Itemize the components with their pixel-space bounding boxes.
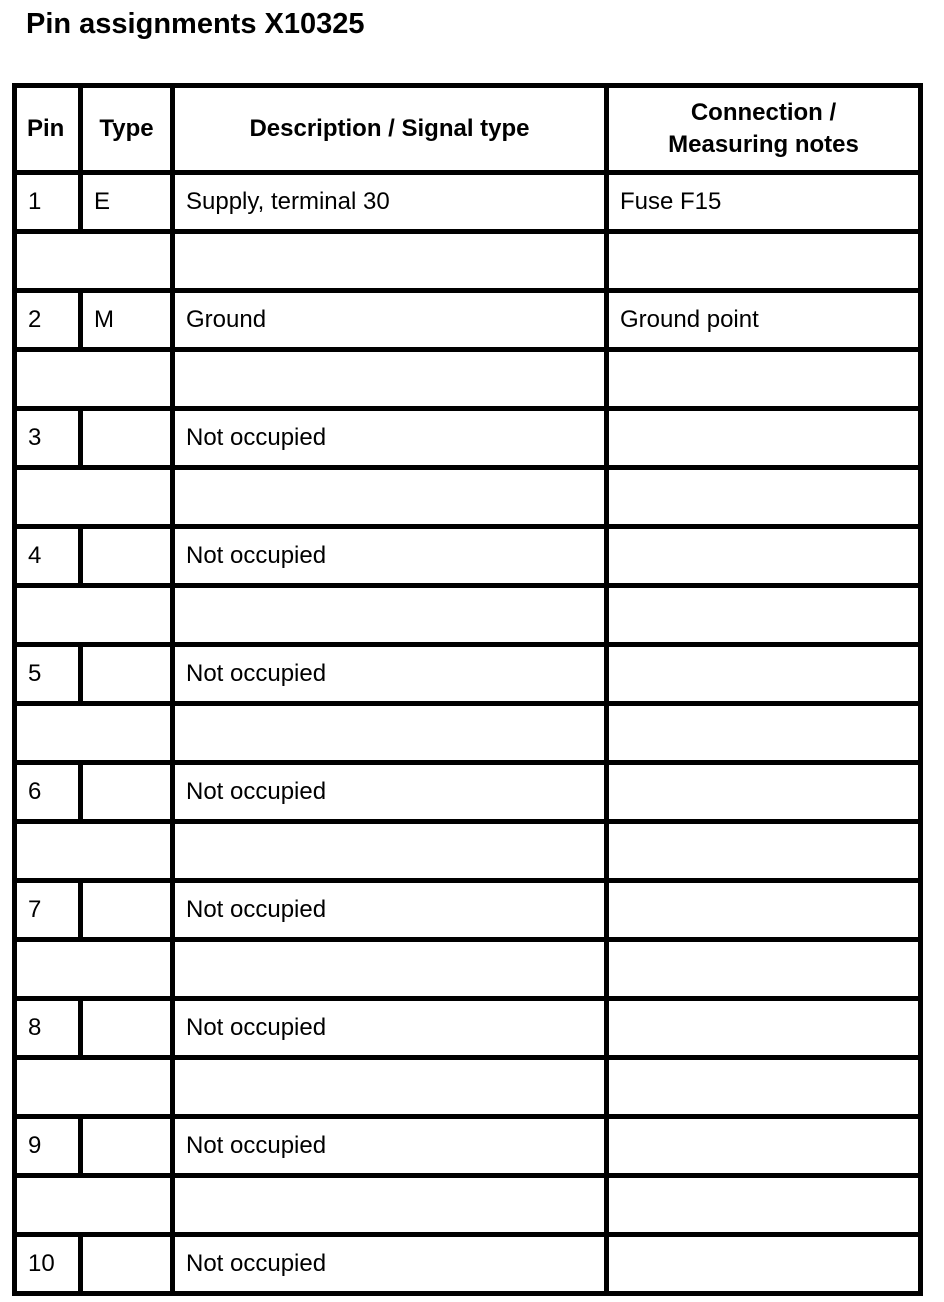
- cell-connection: [607, 645, 921, 704]
- spacer-cell-pin-type: [15, 1176, 173, 1235]
- cell-pin: 6: [15, 763, 81, 822]
- cell-description: Not occupied: [173, 1117, 607, 1176]
- spacer-cell-description: [173, 350, 607, 409]
- cell-type: [81, 1117, 173, 1176]
- table-row: [15, 881, 921, 940]
- cell-pin: 1: [15, 173, 81, 232]
- table-body: [15, 173, 921, 1294]
- cell-description: Ground: [173, 291, 607, 350]
- table-row: [15, 173, 921, 232]
- cell-type: [81, 1235, 173, 1294]
- cell-connection: [607, 1235, 921, 1294]
- cell-connection: [607, 527, 921, 586]
- spacer-row: [15, 704, 921, 763]
- spacer-cell-pin-type: [15, 232, 173, 291]
- spacer-cell-connection: [607, 232, 921, 291]
- cell-description: Not occupied: [173, 1235, 607, 1294]
- cell-type: [81, 409, 173, 468]
- cell-type: E: [81, 173, 173, 232]
- table-row: [15, 999, 921, 1058]
- cell-description: Not occupied: [173, 999, 607, 1058]
- table-row: [15, 1117, 921, 1176]
- table-row: [15, 291, 921, 350]
- cell-description: Not occupied: [173, 527, 607, 586]
- cell-connection: [607, 999, 921, 1058]
- cell-type: [81, 527, 173, 586]
- spacer-cell-connection: [607, 1176, 921, 1235]
- table-row: [15, 527, 921, 586]
- table-row: [15, 645, 921, 704]
- cell-description: Not occupied: [173, 645, 607, 704]
- spacer-row: [15, 586, 921, 645]
- spacer-cell-description: [173, 586, 607, 645]
- spacer-cell-description: [173, 232, 607, 291]
- page-title: Pin assignments X10325: [26, 8, 365, 40]
- spacer-cell-description: [173, 1058, 607, 1117]
- spacer-cell-description: [173, 468, 607, 527]
- spacer-cell-description: [173, 940, 607, 999]
- spacer-cell-pin-type: [15, 350, 173, 409]
- spacer-cell-pin-type: [15, 586, 173, 645]
- cell-connection: Ground point: [607, 291, 921, 350]
- cell-connection: [607, 763, 921, 822]
- spacer-row: [15, 1058, 921, 1117]
- table-row: [15, 763, 921, 822]
- header-connection-label: Connection / Measuring notes: [668, 99, 859, 158]
- spacer-row: [15, 940, 921, 999]
- cell-description: Not occupied: [173, 763, 607, 822]
- spacer-cell-pin-type: [15, 940, 173, 999]
- spacer-cell-connection: [607, 822, 921, 881]
- spacer-cell-pin-type: [15, 468, 173, 527]
- cell-type: [81, 881, 173, 940]
- table-row: [15, 1235, 921, 1294]
- cell-pin: 4: [15, 527, 81, 586]
- cell-type: M: [81, 291, 173, 350]
- cell-connection: [607, 409, 921, 468]
- cell-pin: 5: [15, 645, 81, 704]
- spacer-cell-pin-type: [15, 822, 173, 881]
- cell-connection: [607, 1117, 921, 1176]
- header-pin: Pin: [15, 86, 81, 173]
- cell-pin: 2: [15, 291, 81, 350]
- cell-pin: 10: [15, 1235, 81, 1294]
- cell-pin: 3: [15, 409, 81, 468]
- cell-pin: 7: [15, 881, 81, 940]
- spacer-cell-description: [173, 1176, 607, 1235]
- table-header-row: [15, 86, 921, 173]
- spacer-row: [15, 468, 921, 527]
- table-row: [15, 409, 921, 468]
- spacer-cell-connection: [607, 704, 921, 763]
- cell-description: Supply, terminal 30: [173, 173, 607, 232]
- spacer-cell-pin-type: [15, 704, 173, 763]
- cell-type: [81, 645, 173, 704]
- spacer-cell-connection: [607, 1058, 921, 1117]
- spacer-row: [15, 350, 921, 409]
- spacer-cell-connection: [607, 940, 921, 999]
- spacer-cell-connection: [607, 586, 921, 645]
- spacer-row: [15, 822, 921, 881]
- header-description: Description / Signal type: [173, 86, 607, 173]
- header-type: Type: [81, 86, 173, 173]
- spacer-cell-connection: [607, 468, 921, 527]
- cell-type: [81, 999, 173, 1058]
- cell-pin: 9: [15, 1117, 81, 1176]
- cell-description: Not occupied: [173, 881, 607, 940]
- pin-assignment-table: [12, 83, 923, 1296]
- spacer-row: [15, 232, 921, 291]
- cell-type: [81, 763, 173, 822]
- header-connection: [607, 86, 921, 173]
- cell-pin: 8: [15, 999, 81, 1058]
- cell-connection: [607, 881, 921, 940]
- spacer-row: [15, 1176, 921, 1235]
- spacer-cell-description: [173, 704, 607, 763]
- spacer-cell-pin-type: [15, 1058, 173, 1117]
- spacer-cell-description: [173, 822, 607, 881]
- cell-description: Not occupied: [173, 409, 607, 468]
- cell-connection: Fuse F15: [607, 173, 921, 232]
- spacer-cell-connection: [607, 350, 921, 409]
